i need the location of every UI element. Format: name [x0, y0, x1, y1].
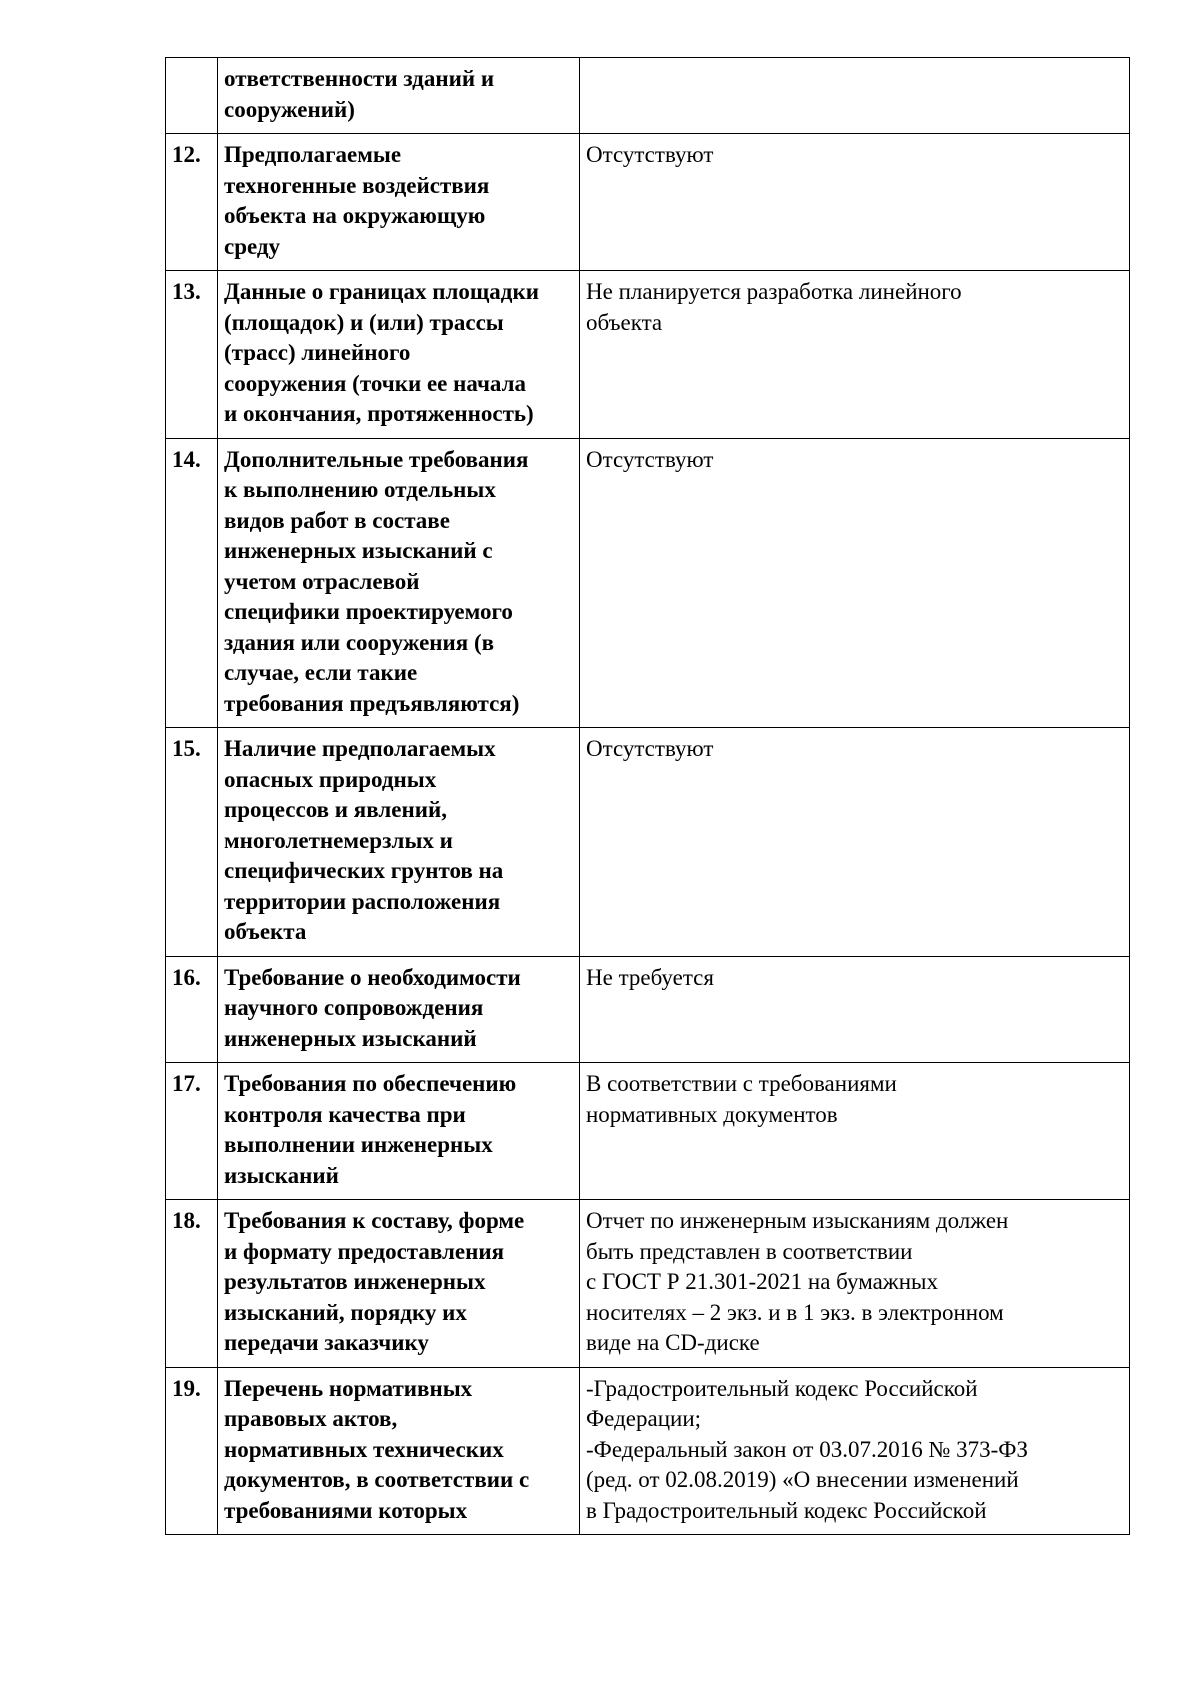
table-row — [166, 271, 1130, 439]
parameter-cell — [218, 728, 580, 957]
parameter-text-line: Наличие предполагаемых — [224, 736, 496, 761]
parameter-cell — [218, 1063, 580, 1200]
value-text-line: Федерации; — [586, 1406, 702, 1431]
parameter-text-line: (трасс) линейного — [224, 340, 411, 365]
value-text-line: В соответствии с требованиями — [586, 1071, 897, 1096]
table-row — [166, 1063, 1130, 1200]
parameter-text-line: ответственности зданий и — [224, 66, 495, 91]
row-number: 12. — [166, 134, 218, 271]
parameter-text-line: случае, если такие — [224, 660, 418, 685]
value-text-line: Отсутствуют — [586, 736, 714, 761]
table-row — [166, 438, 1130, 728]
row-number: 15. — [166, 728, 218, 957]
value-text-line: -Градостроительный кодекс Российской — [586, 1375, 978, 1401]
parameter-text-line: учетом отраслевой — [224, 568, 420, 594]
parameter-cell — [218, 438, 580, 728]
value-cell — [580, 728, 1130, 957]
row-number: 16. — [166, 956, 218, 1063]
value-cell — [580, 438, 1130, 728]
parameter-text-line: сооружений) — [224, 96, 355, 122]
row-number: 17. — [166, 1063, 218, 1200]
value-text-line: носителях – 2 экз. и в 1 экз. в электронном — [586, 1299, 1004, 1325]
parameter-text-line: изысканий, порядку их — [224, 1299, 467, 1325]
value-cell — [580, 1200, 1130, 1368]
value-text-line: (ред. от 02.08.2019) «О внесении изменений — [586, 1467, 1019, 1492]
value-text-line: Отсутствуют — [586, 446, 714, 472]
value-text-line: с ГОСТ Р 21.301-2021 на бумажных — [586, 1269, 938, 1294]
parameter-text-line: техногенные воздействия — [224, 172, 490, 198]
parameter-text-line: специфических грунтов на — [224, 858, 504, 883]
parameter-text-line: Требования к составу, форме — [224, 1208, 525, 1233]
value-cell — [580, 271, 1130, 439]
parameter-text-line: Перечень нормативных — [224, 1375, 473, 1401]
parameter-text-line: Требования по обеспечению — [224, 1071, 517, 1096]
parameter-text-line: результатов инженерных — [224, 1269, 486, 1294]
parameter-cell — [218, 1367, 580, 1535]
parameter-cell — [218, 271, 580, 439]
parameter-text-line: объекта — [224, 919, 307, 944]
parameter-text-line: специфики проектируемого — [224, 599, 513, 624]
value-text-line: объекта — [586, 309, 663, 335]
value-text-line: Не требуется — [586, 964, 714, 990]
parameter-text-line: к выполнению отдельных — [224, 477, 496, 502]
parameter-text-line: многолетнемерзлых и — [224, 827, 453, 853]
parameter-text-line: объекта на окружающую — [224, 203, 486, 228]
parameter-text-line: Предполагаемые — [224, 142, 402, 167]
value-text-line: виде на CD-диске — [586, 1330, 760, 1355]
table-row — [166, 1367, 1130, 1535]
parameter-cell — [218, 956, 580, 1063]
parameter-text-line: Требование о необходимости — [224, 964, 521, 990]
value-cell — [580, 58, 1130, 134]
parameter-text-line: правовых актов, — [224, 1406, 398, 1431]
parameter-text-line: документов, в соответствии с — [224, 1467, 530, 1492]
table-row — [166, 1200, 1130, 1368]
table-row — [166, 58, 1130, 134]
row-number: 14. — [166, 438, 218, 728]
value-text-line: в Градостроительный кодекс Российской — [586, 1497, 987, 1523]
parameter-text-line: передачи заказчику — [224, 1330, 429, 1355]
requirements-table — [165, 57, 1130, 1535]
parameter-text-line: контроля качества при — [224, 1101, 466, 1127]
value-text-line: быть представлен в соответствии — [586, 1238, 913, 1264]
parameter-text-line: и окончания, протяженность) — [224, 401, 534, 426]
parameter-text-line: выполнении инженерных — [224, 1132, 493, 1157]
parameter-text-line: Данные о границах площадки — [224, 279, 539, 304]
row-number: 18. — [166, 1200, 218, 1368]
parameter-text-line: инженерных изысканий с — [224, 538, 493, 563]
table-row — [166, 728, 1130, 957]
parameter-text-line: изысканий — [224, 1162, 339, 1188]
parameter-text-line: сооружения (точки ее начала — [224, 370, 527, 396]
table-row — [166, 134, 1130, 271]
row-number: 13. — [166, 271, 218, 439]
parameter-text-line: нормативных технических — [224, 1436, 504, 1462]
parameter-text-line: среду — [224, 233, 281, 259]
value-cell — [580, 1063, 1130, 1200]
parameter-text-line: инженерных изысканий — [224, 1025, 477, 1051]
parameter-cell — [218, 134, 580, 271]
parameter-text-line: здания или сооружения (в — [224, 629, 495, 655]
parameter-text-line: процессов и явлений, — [224, 797, 447, 822]
row-number — [166, 58, 218, 134]
value-text-line: Отсутствуют — [586, 142, 714, 167]
parameter-text-line: требования предъявляются) — [224, 690, 520, 716]
value-text-line: -Федеральный закон от 03.07.2016 № 373-ФЗ — [586, 1436, 1028, 1462]
value-cell — [580, 1367, 1130, 1535]
table-row — [166, 956, 1130, 1063]
value-text-line: Не планируется разработка линейного — [586, 279, 962, 304]
parameter-text-line: опасных природных — [224, 766, 437, 792]
parameter-text-line: и формату предоставления — [224, 1238, 505, 1264]
value-text-line: нормативных документов — [586, 1101, 838, 1127]
parameter-cell — [218, 1200, 580, 1368]
parameter-text-line: (площадок) и (или) трассы — [224, 309, 504, 335]
row-number: 19. — [166, 1367, 218, 1535]
parameter-text-line: территории расположения — [224, 888, 501, 914]
parameter-text-line: Дополнительные требования — [224, 446, 529, 472]
value-cell — [580, 134, 1130, 271]
value-text-line: Отчет по инженерным изысканиям должен — [586, 1208, 1009, 1233]
parameter-cell — [218, 58, 580, 134]
parameter-text-line: видов работ в составе — [224, 507, 450, 533]
parameter-text-line: требованиями которых — [224, 1497, 468, 1523]
parameter-text-line: научного сопровождения — [224, 995, 484, 1020]
value-cell — [580, 956, 1130, 1063]
requirements-table-body — [166, 58, 1130, 1535]
